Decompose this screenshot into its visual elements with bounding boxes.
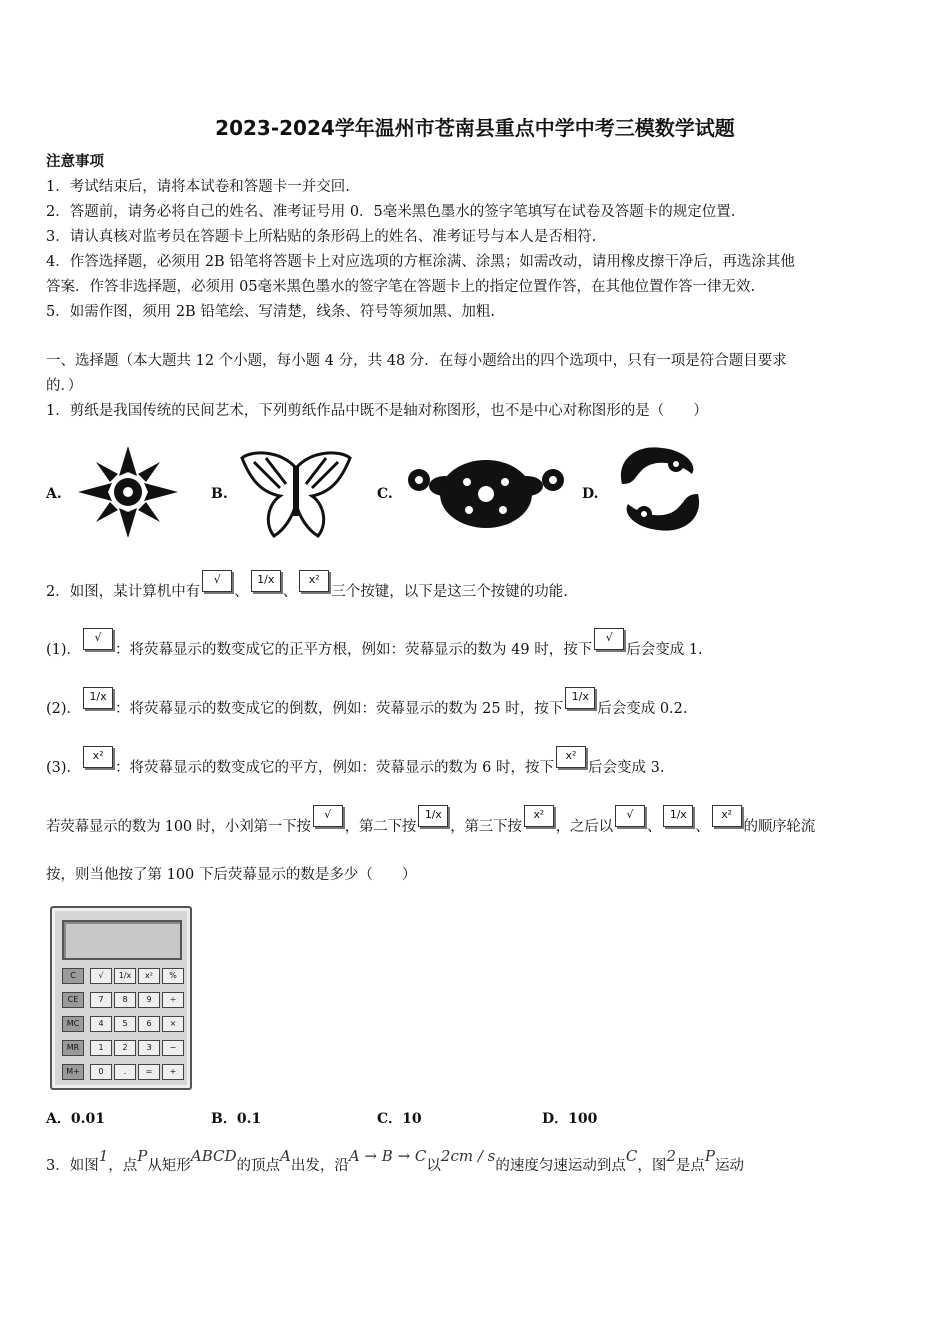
notice-item: 3．请认真核对监考员在答题卡上所粘贴的条形码上的姓名、准考证号与本人是否相符. bbox=[46, 229, 597, 245]
calc-key: x² bbox=[138, 968, 160, 984]
section-heading-cont: 的．） bbox=[46, 378, 83, 394]
calc-key: ÷ bbox=[162, 992, 184, 1008]
calc-key: M+ bbox=[62, 1064, 84, 1080]
notice-item: 4．作答选择题，必须用 2B 铅笔将答题卡上对应选项的方框涂满、涂黑；如需改动，请用橡皮擦干净后，再选涂其他 bbox=[46, 254, 795, 270]
calc-key: + bbox=[162, 1064, 184, 1080]
notice-item: 5．如需作图，须用 2B 铅笔绘、写清楚，线条、符号等须加黑、加粗. bbox=[46, 304, 495, 320]
q1-option-b-label: B. bbox=[211, 486, 228, 502]
calc-key: 9 bbox=[138, 992, 160, 1008]
question-2-intro: 2．如图，某计算机中有√、1/x、x²三个按键，以下是这三个按键的功能. bbox=[46, 580, 568, 602]
key-sqrt: √ bbox=[83, 628, 113, 650]
papercut-butterfly-image bbox=[240, 448, 352, 540]
calc-key: 1/x bbox=[114, 968, 136, 984]
q2-answer-b: B．0.1 bbox=[211, 1111, 262, 1127]
calc-key: × bbox=[162, 1016, 184, 1032]
q2-answer-a: A．0.01 bbox=[46, 1111, 105, 1127]
notice-item: 2．答题前，请务必将自己的姓名、准考证号用 0．5毫米黑色墨水的签字笔填写在试卷及答题卡的规定位置. bbox=[46, 204, 736, 220]
key-reciprocal: 1/x bbox=[83, 687, 113, 709]
key-reciprocal: 1/x bbox=[418, 805, 448, 827]
calculator-screen bbox=[62, 920, 182, 960]
calc-key: = bbox=[138, 1064, 160, 1080]
calc-key: √ bbox=[90, 968, 112, 984]
key-sqrt: √ bbox=[615, 805, 645, 827]
calc-key: 3 bbox=[138, 1040, 160, 1056]
q2-rule-2: (2)．1/x：将荧幕显示的数变成它的倒数，例如：荧幕显示的数为 25 时，按下1/x后会变成 0.2. bbox=[46, 697, 688, 719]
key-sqrt: √ bbox=[594, 628, 624, 650]
q2-question: 按，则当他按了第 100 下后荧幕显示的数是多少（ ） bbox=[46, 867, 417, 883]
q1-option-d-label: D. bbox=[582, 486, 599, 502]
key-reciprocal: 1/x bbox=[565, 687, 595, 709]
q2-answer-d: D．100 bbox=[542, 1111, 598, 1127]
key-reciprocal: 1/x bbox=[663, 805, 693, 827]
notice-heading: 注意事项 bbox=[46, 153, 104, 170]
calc-key: CE bbox=[62, 992, 84, 1008]
calc-key: MR bbox=[62, 1040, 84, 1056]
calculator-image bbox=[50, 906, 192, 1090]
key-square: x² bbox=[299, 570, 329, 592]
papercut-fish-image bbox=[612, 440, 708, 538]
calc-key: − bbox=[162, 1040, 184, 1056]
calc-key: 2 bbox=[114, 1040, 136, 1056]
q2-answer-c: C．10 bbox=[377, 1111, 422, 1127]
calc-key: . bbox=[114, 1064, 136, 1080]
calc-key: 8 bbox=[114, 992, 136, 1008]
calc-key: 1 bbox=[90, 1040, 112, 1056]
q2-sequence: 若荧幕显示的数为 100 时，小刘第一下按√，第二下按1/x，第三下按x²，之后以√、1/x、x²的顺序轮流 bbox=[46, 815, 815, 837]
calc-key: 7 bbox=[90, 992, 112, 1008]
section-heading: 一、选择题（本大题共 12 个小题，每小题 4 分，共 48 分．在每小题给出的四个选项中，只有一项是符合题目要求 bbox=[46, 353, 787, 369]
page-title: 2023-2024学年温州市苍南县重点中学中考三模数学试题 bbox=[215, 116, 735, 140]
q2-rule-3: (3)．x²：将荧幕显示的数变成它的平方，例如：荧幕显示的数为 6 时，按下x²后会变成 3. bbox=[46, 756, 664, 778]
papercut-floral-image bbox=[405, 452, 567, 536]
calc-key: 6 bbox=[138, 1016, 160, 1032]
calc-key: 5 bbox=[114, 1016, 136, 1032]
key-sqrt: √ bbox=[202, 570, 232, 592]
calc-key: % bbox=[162, 968, 184, 984]
question-3-text: 3．如图1，点P从矩形ABCD的顶点A出发，沿A → B → C以2cm / s的速度匀速运动到点C，图2是点P运动 bbox=[46, 1147, 744, 1174]
q2-rule-1: (1)．√：将荧幕显示的数变成它的正平方根，例如：荧幕显示的数为 49 时，按下√后会变成 1. bbox=[46, 638, 703, 660]
calc-key: 4 bbox=[90, 1016, 112, 1032]
key-square: x² bbox=[83, 746, 113, 768]
calc-key: 0 bbox=[90, 1064, 112, 1080]
key-square: x² bbox=[556, 746, 586, 768]
calc-key: MC bbox=[62, 1016, 84, 1032]
notice-item: 1．考试结束后，请将本试卷和答题卡一并交回. bbox=[46, 179, 350, 195]
papercut-flower-image bbox=[76, 444, 180, 540]
calc-key: C bbox=[62, 968, 84, 984]
key-square: x² bbox=[712, 805, 742, 827]
question-1-text: 1．剪纸是我国传统的民间艺术，下列剪纸作品中既不是轴对称图形，也不是中心对称图形的是（ ） bbox=[46, 403, 708, 419]
key-reciprocal: 1/x bbox=[251, 570, 281, 592]
key-square: x² bbox=[524, 805, 554, 827]
q1-option-a-label: A. bbox=[46, 486, 62, 502]
key-sqrt: √ bbox=[313, 805, 343, 827]
notice-item: 答案．作答非选择题，必须用 05毫米黑色墨水的签字笔在答题卡上的指定位置作答，在其他位置作答一律无效. bbox=[46, 279, 756, 295]
q1-option-c-label: C. bbox=[377, 486, 393, 502]
